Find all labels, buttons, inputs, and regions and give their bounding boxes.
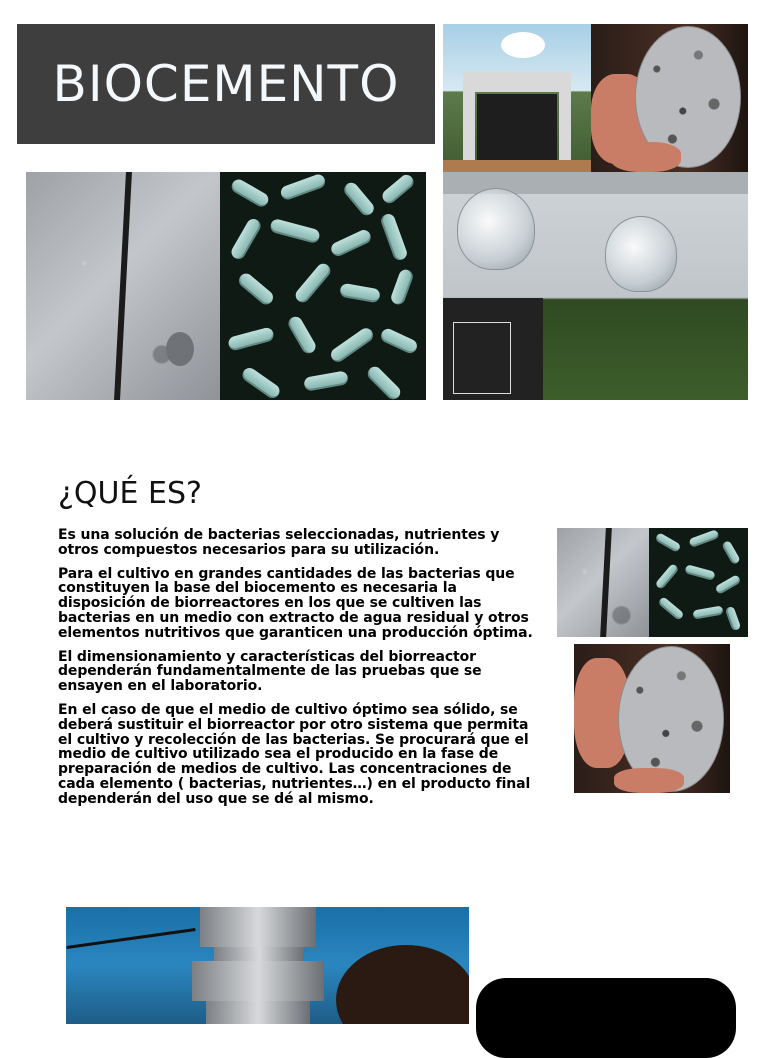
- concrete-crack-photo: [26, 172, 220, 400]
- biocement-disc-photo: [591, 24, 748, 172]
- lab-testing-photo: [66, 907, 469, 1024]
- page-title: BIOCEMENTO: [52, 55, 400, 113]
- biocement-disc-thumbnail: [574, 644, 730, 793]
- paragraph-1: Es una solución de bacterias seleccionadas, nutrientes y otros compuestos necesarios para su utilización.: [58, 527, 500, 558]
- title-banner: [17, 24, 435, 144]
- crack-bacteria-thumbnail: [557, 528, 748, 637]
- pavilion-photo: [443, 24, 591, 172]
- section-heading: ¿QUÉ ES?: [58, 476, 202, 511]
- bacteria-micrograph: [220, 172, 426, 400]
- flask-pavilion-photo: [443, 172, 748, 400]
- body-text: [58, 528, 544, 816]
- paragraph-3: El dimensionamiento y características del biorreactor dependerán fundamentalmente de las pruebas que se ensayen en el laboratorio.: [58, 648, 482, 695]
- paragraph-2: Para el cultivo en grandes cantidades de las bacterias que constituyen la base del biocemento es necesaria la disposición de biorreactores en los que se cultiven las bacterias en un medio con extracto de agua residual y otros elementos nutritivos que garanticen una producción óptima.: [58, 565, 533, 641]
- paragraph-4: En el caso de que el medio de cultivo óptimo sea sólido, se deberá sustituir el biorreactor por otro sistema que permita el cultivo y recolección de las bacterias. Se procurará que el medio de cultivo utilizado sea el producido en la fase de preparación de medios de cultivo. Las concentraciones de cada elemento ( bacterias, nutrientes…) en el producto final dependerán del uso que se dé al mismo.: [58, 701, 531, 807]
- black-rounded-box: [476, 978, 736, 1058]
